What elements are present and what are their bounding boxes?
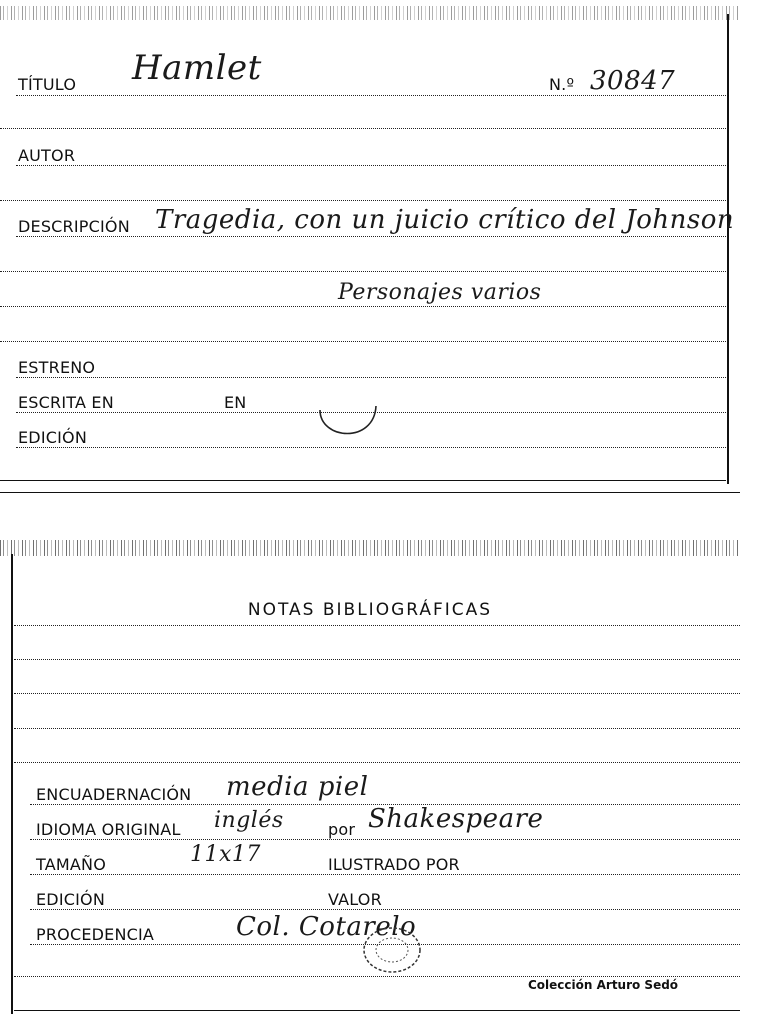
title-value: Hamlet	[132, 48, 262, 88]
edition-line	[16, 447, 726, 448]
edition-line	[30, 909, 740, 910]
blank-line	[14, 625, 740, 626]
blank-line	[0, 271, 726, 272]
punch-hole-mark	[312, 398, 384, 446]
card-left-edge	[11, 554, 13, 1014]
illustrated-label: ILUSTRADO POR	[328, 855, 460, 874]
provenance-line	[30, 944, 740, 945]
blank-line	[0, 341, 726, 342]
description-value: Tragedia, con un juicio crítico del Johnson	[155, 205, 735, 235]
language-label: IDIOMA ORIGINAL	[36, 820, 181, 839]
written-label: ESCRITA EN	[18, 393, 114, 412]
blank-line	[14, 976, 740, 977]
card-bottom-line	[0, 480, 726, 481]
edition-label: EDICIÓN	[36, 890, 106, 909]
catalog-card-back	[0, 540, 740, 1018]
blank-line	[14, 728, 740, 729]
by-value: Shakespeare	[368, 804, 544, 834]
card-bottom-edge	[0, 492, 740, 493]
blank-line	[14, 693, 740, 694]
catalog-card-front	[0, 0, 740, 492]
size-label: TAMAÑO	[36, 855, 106, 874]
card-right-edge	[727, 14, 729, 484]
language-line	[30, 839, 740, 840]
description-label: DESCRIPCIÓN	[18, 217, 130, 236]
written-in-label: EN	[224, 393, 247, 412]
blank-line	[14, 762, 740, 763]
premiere-line	[16, 377, 726, 378]
size-line	[30, 874, 740, 875]
title-label: TÍTULO	[18, 75, 77, 94]
description-line	[16, 236, 726, 237]
size-value: 11x17	[190, 842, 261, 867]
blank-line	[0, 200, 726, 201]
collection-footer: Colección Arturo Sedó	[528, 978, 679, 992]
binding-value: media piel	[226, 772, 369, 802]
card-edge	[0, 540, 740, 556]
number-value: 30847	[590, 66, 676, 96]
value-label: VALOR	[328, 890, 382, 909]
by-label: por	[328, 820, 356, 839]
binding-label: ENCUADERNACIÓN	[36, 785, 192, 804]
card-edge	[0, 6, 740, 20]
edition-label: EDICIÓN	[18, 428, 88, 447]
title-line	[16, 95, 726, 96]
description-value-2: Personajes varios	[338, 280, 542, 305]
number-label: N.º	[549, 75, 575, 94]
provenance-value: Col. Cotarelo	[236, 912, 417, 942]
blank-line	[0, 128, 726, 129]
blank-line	[14, 659, 740, 660]
author-line	[16, 165, 726, 166]
card-bottom-line	[14, 1010, 740, 1011]
provenance-label: PROCEDENCIA	[36, 925, 155, 944]
premiere-label: ESTRENO	[18, 358, 96, 377]
blank-line	[0, 306, 726, 307]
notes-heading: NOTAS BIBLIOGRÁFICAS	[247, 600, 493, 620]
author-label: AUTOR	[18, 146, 76, 165]
collection-stamp	[358, 922, 428, 978]
language-value: inglés	[214, 808, 284, 833]
